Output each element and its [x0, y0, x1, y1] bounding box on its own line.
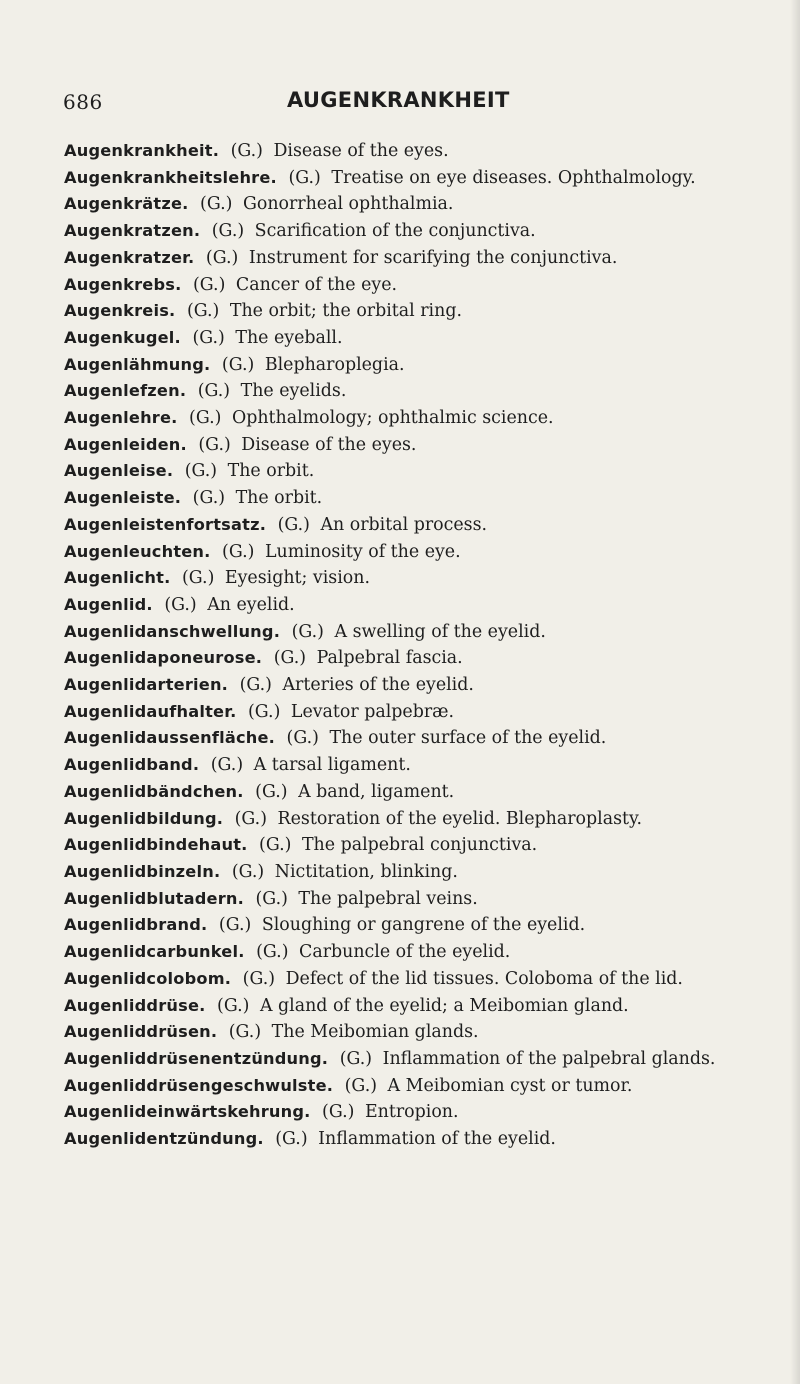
- entry-definition: Cancer of the eye.: [235, 274, 398, 295]
- entry-definition: The palpebral veins.: [298, 888, 478, 909]
- entry-definition: Inflammation of the palpebral glands.: [382, 1048, 716, 1069]
- entry-language-tag: (G.): [192, 274, 226, 295]
- entry-language-tag: (G.): [200, 194, 233, 215]
- entry-headword: Augenkrankheitslehre.: [64, 167, 277, 187]
- entry-headword: Augenliddrüsengeschwulste.: [64, 1075, 334, 1095]
- entry-language-tag: (G.): [259, 835, 292, 856]
- entry-headword: Augenlidbrand.: [64, 915, 208, 935]
- dictionary-entry: [64, 405, 774, 432]
- entry-headword: Augenleistenfortsatz.: [64, 514, 267, 534]
- entry-definition: The eyelids.: [240, 381, 347, 402]
- entry-definition: A band, ligament.: [298, 781, 455, 802]
- entry-definition: A swelling of the eyelid.: [334, 621, 546, 642]
- dictionary-entry: [64, 432, 774, 459]
- entry-definition: Disease of the eyes.: [273, 141, 449, 161]
- entry-headword: Augenlidbändchen.: [64, 781, 244, 801]
- dictionary-entry: [64, 352, 774, 379]
- page-number: 686: [63, 90, 103, 114]
- entry-headword: Augenlidcolobom.: [64, 968, 232, 988]
- dictionary-entry: [64, 272, 774, 299]
- entry-headword: Augenlideinwärtskehrung.: [64, 1102, 311, 1122]
- entry-language-tag: (G.): [231, 861, 265, 882]
- entry-language-tag: (G.): [192, 488, 226, 509]
- entry-headword: Augenkrebs.: [64, 274, 182, 294]
- entry-language-tag: (G.): [339, 1048, 373, 1069]
- dictionary-entry: [64, 832, 774, 859]
- entry-definition: An eyelid.: [207, 594, 295, 615]
- entry-definition: Scarification of the conjunctiva.: [254, 221, 536, 242]
- dictionary-entry: [64, 378, 774, 405]
- entry-definition: Nictitation, blinking.: [274, 861, 458, 882]
- entry-language-tag: (G.): [198, 434, 231, 455]
- entry-language-tag: (G.): [186, 301, 220, 322]
- entry-language-tag: (G.): [322, 1102, 355, 1123]
- entry-language-tag: (G.): [211, 221, 245, 242]
- dictionary-entry: [64, 245, 774, 272]
- entry-definition: The orbit.: [235, 488, 323, 509]
- dictionary-entry: [64, 886, 774, 913]
- dictionary-entry: [64, 619, 774, 646]
- entry-definition: Sloughing or gangrene of the eyelid.: [261, 915, 586, 936]
- entry-headword: Augenlidblutadern.: [64, 888, 244, 908]
- entry-language-tag: (G.): [164, 594, 197, 615]
- entry-headword: Augenlidcarbunkel.: [64, 942, 245, 962]
- dictionary-entry: [64, 779, 774, 806]
- entry-language-tag: (G.): [255, 781, 288, 802]
- entry-headword: Augenlidaussenfläche.: [64, 728, 276, 748]
- entry-language-tag: (G.): [205, 247, 239, 268]
- entry-language-tag: (G.): [239, 675, 272, 696]
- entry-language-tag: (G.): [277, 514, 310, 535]
- entry-headword: Augenleise.: [64, 461, 174, 481]
- entry-language-tag: (G.): [242, 968, 276, 989]
- entry-language-tag: (G.): [217, 995, 250, 1016]
- dictionary-entry: [64, 859, 774, 886]
- dictionary-entry: [64, 939, 774, 966]
- entry-language-tag: (G.): [222, 541, 255, 562]
- entry-definition: Arteries of the eyelid.: [282, 675, 474, 696]
- dictionary-entry: [64, 645, 774, 672]
- entry-list: [64, 138, 774, 1153]
- entry-definition: The Meibomian glands.: [271, 1022, 479, 1043]
- entry-language-tag: (G.): [288, 167, 321, 188]
- dictionary-entry: [64, 725, 774, 752]
- entry-headword: Augenlähmung.: [64, 354, 211, 374]
- entry-headword: Augenlidbindehaut.: [64, 835, 248, 855]
- entry-headword: Augenliddrüse.: [64, 995, 206, 1015]
- entry-language-tag: (G.): [197, 381, 231, 402]
- dictionary-entry: [64, 458, 774, 485]
- entry-definition: Levator palpebræ.: [290, 701, 455, 722]
- dictionary-entry: [64, 1126, 774, 1153]
- entry-language-tag: (G.): [181, 568, 215, 589]
- entry-definition: Entropion.: [364, 1102, 459, 1123]
- entry-language-tag: (G.): [286, 728, 319, 749]
- entry-language-tag: (G.): [230, 141, 263, 161]
- dictionary-entry: [64, 1046, 774, 1073]
- entry-language-tag: (G.): [291, 621, 324, 642]
- dictionary-entry: [64, 565, 774, 592]
- entry-definition: The eyeball.: [235, 327, 343, 348]
- entry-headword: Augenkreis.: [64, 301, 176, 321]
- entry-headword: Augenliddrüsen.: [64, 1022, 218, 1042]
- entry-language-tag: (G.): [221, 354, 255, 375]
- entry-language-tag: (G.): [228, 1022, 262, 1043]
- page-header: [63, 84, 760, 114]
- entry-headword: Augenkrankheit.: [64, 141, 220, 160]
- dictionary-entry: [64, 752, 774, 779]
- dictionary-entry: [64, 1073, 774, 1100]
- dictionary-entry: [64, 699, 774, 726]
- entry-headword: Augenlid.: [64, 594, 153, 614]
- entry-headword: Augenlicht.: [64, 568, 171, 588]
- dictionary-entry: [64, 485, 774, 512]
- dictionary-entry: [64, 806, 774, 833]
- entry-headword: Augenkratzen.: [64, 221, 201, 241]
- dictionary-entry: [64, 165, 774, 192]
- entry-language-tag: (G.): [256, 942, 289, 963]
- entry-definition: A gland of the eyelid; a Meibomian gland.: [259, 995, 629, 1016]
- entry-language-tag: (G.): [273, 648, 307, 669]
- dictionary-entry: [64, 325, 774, 352]
- entry-definition: A tarsal ligament.: [253, 755, 411, 776]
- entry-definition: Luminosity of the eye.: [264, 541, 461, 562]
- entry-headword: Augenkugel.: [64, 327, 181, 347]
- entry-definition: Carbuncle of the eyelid.: [299, 942, 511, 963]
- entry-definition: Restoration of the eyelid. Blepharoplasty.: [277, 808, 643, 829]
- entry-headword: Augenkratzer.: [64, 247, 195, 267]
- entry-language-tag: (G.): [275, 1129, 308, 1150]
- entry-headword: Augenlidband.: [64, 755, 200, 775]
- dictionary-entry: [64, 191, 774, 218]
- entry-definition: The palpebral conjunctiva.: [301, 835, 538, 856]
- entry-definition: Disease of the eyes.: [241, 434, 417, 455]
- dictionary-entry: [64, 539, 774, 566]
- dictionary-entry: [64, 592, 774, 619]
- dictionary-entry: [64, 966, 774, 993]
- entry-definition: Defect of the lid tissues. Coloboma of the lid.: [285, 968, 683, 989]
- dictionary-entry: [64, 1019, 774, 1046]
- entry-headword: Augenlidbildung.: [64, 808, 224, 828]
- entry-language-tag: (G.): [247, 701, 281, 722]
- entry-headword: Augenleuchten.: [64, 541, 211, 561]
- entry-definition: Blepharoplegia.: [264, 354, 405, 375]
- entry-headword: Augenlidaponeurose.: [64, 648, 263, 668]
- entry-language-tag: (G.): [210, 755, 244, 776]
- entry-headword: Augenlidbinzeln.: [64, 861, 221, 881]
- entry-definition: The orbit; the orbital ring.: [229, 301, 462, 322]
- entry-definition: Ophthalmology; ophthalmic science.: [231, 408, 554, 429]
- entry-definition: Gonorrheal ophthalmia.: [242, 194, 454, 215]
- entry-language-tag: (G.): [189, 408, 222, 429]
- entry-definition: Palpebral fascia.: [316, 648, 463, 669]
- entry-headword: Augenleiste.: [64, 488, 182, 508]
- dictionary-entry: [64, 218, 774, 245]
- dictionary-entry: [64, 298, 774, 325]
- entry-headword: Augenkrätze.: [64, 194, 189, 214]
- entry-language-tag: (G.): [344, 1075, 378, 1096]
- entry-headword: Augenlidanschwellung.: [64, 621, 281, 641]
- entry-definition: An orbital process.: [320, 514, 488, 535]
- entry-definition: Inflammation of the eyelid.: [318, 1129, 556, 1150]
- dictionary-entry: [64, 912, 774, 939]
- entry-definition: The orbit.: [227, 461, 315, 482]
- entry-language-tag: (G.): [192, 327, 225, 348]
- dictionary-entry: [64, 993, 774, 1020]
- entry-definition: Instrument for scarifying the conjunctiva.: [248, 247, 618, 268]
- entry-headword: Augenlehre.: [64, 408, 178, 428]
- entry-headword: Augenlidarterien.: [64, 675, 229, 695]
- entry-headword: Augenlidentzündung.: [64, 1129, 264, 1149]
- dictionary-entry: [64, 1099, 774, 1126]
- entry-language-tag: (G.): [218, 915, 252, 936]
- dictionary-entry: [64, 512, 774, 539]
- dictionary-entry: [64, 138, 774, 165]
- entry-language-tag: (G.): [234, 808, 267, 829]
- entry-headword: Augenlidaufhalter.: [64, 701, 237, 721]
- entry-language-tag: (G.): [184, 461, 218, 482]
- entry-language-tag: (G.): [255, 888, 288, 909]
- entry-headword: Augenleiden.: [64, 434, 187, 454]
- running-head: AUGENKRANKHEIT: [287, 88, 510, 112]
- dictionary-entry: [64, 672, 774, 699]
- entry-definition: A Meibomian cyst or tumor.: [387, 1075, 633, 1096]
- entry-definition: Eyesight; vision.: [224, 568, 370, 589]
- entry-definition: Treatise on eye diseases. Ophthalmology.: [331, 167, 696, 188]
- entry-definition: The outer surface of the eyelid.: [329, 728, 607, 749]
- entry-headword: Augenlefzen.: [64, 381, 187, 401]
- page-edge-shadow: [790, 0, 800, 1384]
- entry-headword: Augenliddrüsenentzündung.: [64, 1048, 329, 1068]
